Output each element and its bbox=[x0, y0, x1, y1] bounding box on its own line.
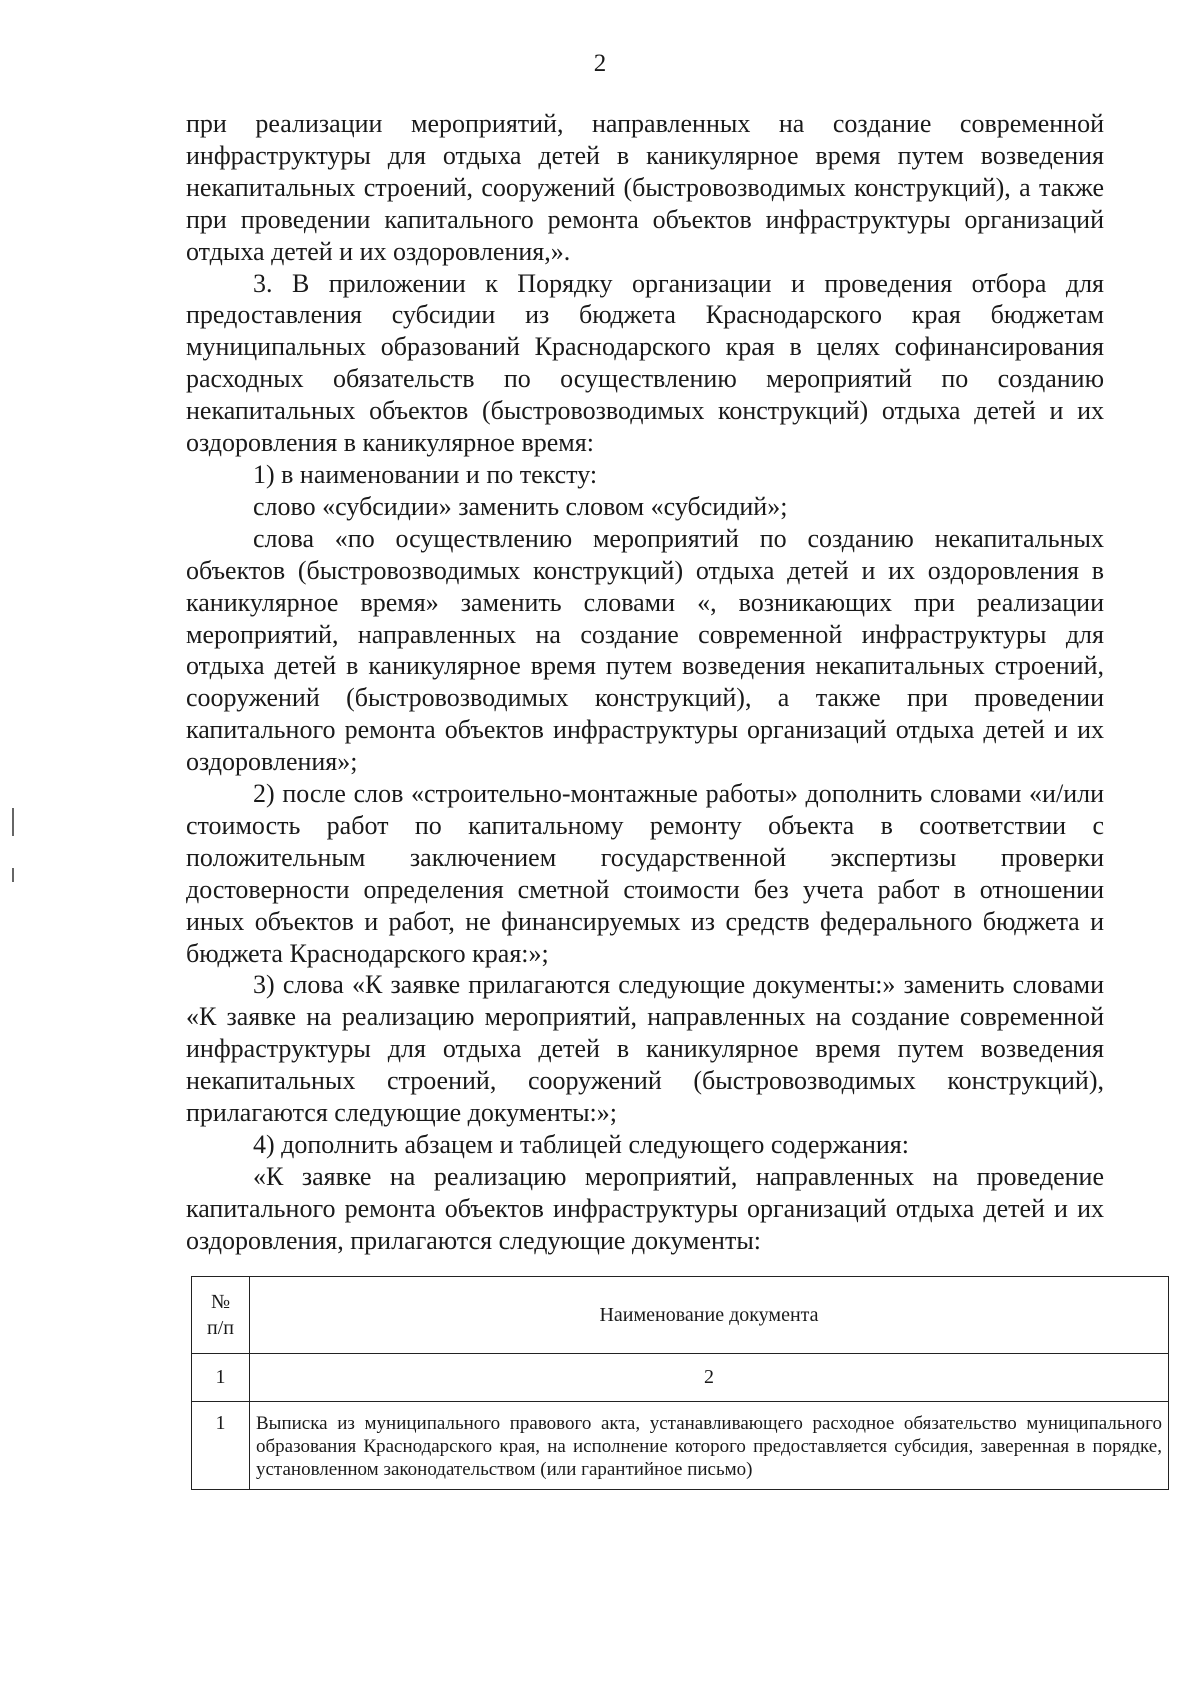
scan-artifact bbox=[12, 808, 14, 836]
paragraph: «К заявке на реализацию мероприятий, направленных на проведение капитального ремонта объектов инфраструктуры организаций отдыха детей и их оздоровления, прилагаются следующие документы: bbox=[186, 1161, 1104, 1255]
paragraph: слово «субсидии» заменить словом «субсидий»; bbox=[253, 491, 788, 521]
table-row-number: 1 bbox=[192, 1402, 250, 1490]
table-header-row bbox=[192, 1277, 1169, 1354]
paragraph: слова «по осуществлению мероприятий по созданию некапитальных объектов (быстровозводимых конструкций) отдыха детей и их оздоровления в каникулярное время» заменить словами «, возникающих при реализации мероприятий, направленных на создание современной инфраструктуры для отдыха детей в каникулярное время путем возведения некапитальных строений, сооружений (быстровозводимых конструкций), а также при проведении капитального ремонта объектов инфраструктуры организаций отдыха детей и их оздоровления»; bbox=[186, 523, 1104, 777]
table-index-number: 1 bbox=[192, 1354, 250, 1402]
document-body bbox=[186, 108, 1104, 1257]
paragraph: 3. В приложении к Порядку организации и проведения отбора для предоставления субсидии из бюджета Краснодарского края бюджетам муниципальных образований Краснодарского края в целях софинансирования расходных обязательств по осуществлению мероприятий по созданию некапитальных объектов (быстровозводимых конструкций) отдыха детей и их оздоровления в каникулярное время: bbox=[186, 268, 1104, 458]
paragraph: 4) дополнить абзацем и таблицей следующего содержания: bbox=[253, 1130, 909, 1159]
paragraph: 2) после слов «строительно-монтажные работы» дополнить словами «и/или стоимость работ по капитальному ремонту объекта в соответствии с положительным заключением государственной экспертизы проверки достоверности определения сметной стоимости без учета работ в отношении иных объектов и работ, не финансируемых из средств федерального бюджета и бюджета Краснодарского края:»; bbox=[186, 779, 1104, 968]
table-header-document: Наименование документа bbox=[250, 1277, 1169, 1354]
table-row-document: Выписка из муниципального правового акта, устанавливающего расходное обязательство муниципального образования Краснодарского края, на исполнение которого предоставляется субсидия, заверенная в порядке, установленном законодательством (или гарантийное письмо) bbox=[250, 1402, 1169, 1490]
paragraph: 1) в наименовании и по тексту: bbox=[253, 459, 598, 489]
documents-table bbox=[191, 1276, 1169, 1490]
page-number: 2 bbox=[593, 50, 607, 77]
table-index-row bbox=[192, 1354, 1169, 1402]
table-index-document: 2 bbox=[250, 1354, 1169, 1402]
paragraph: 3) слова «К заявке прилагаются следующие документы:» заменить словами «К заявке на реализацию мероприятий, направленных на создание современной инфраструктуры для отдыха детей в каникулярное время путем возведения некапитальных строений, сооружений (быстровозводимых конструкций), прилагаются следующие документы:»; bbox=[186, 970, 1104, 1128]
table-header-number: № п/п bbox=[192, 1277, 250, 1354]
scan-artifact bbox=[12, 868, 14, 882]
paragraph: при реализации мероприятий, направленных на создание современной инфраструктуры для отдыха детей в каникулярное время путем возведения некапитальных строений, сооружений (быстровозводимых конструкций), а также при проведении капитального ремонта объектов инфраструктуры организаций отдыха детей и их оздоровления,». bbox=[186, 109, 1104, 266]
table-row bbox=[192, 1402, 1169, 1490]
